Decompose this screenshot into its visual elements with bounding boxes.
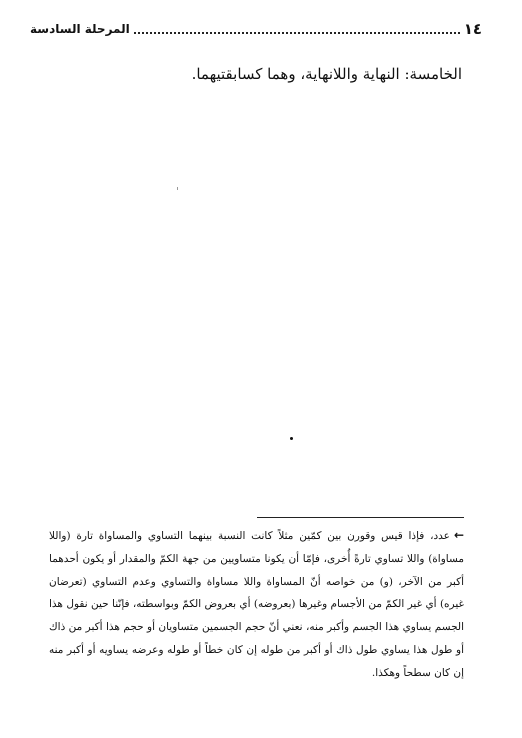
scan-dot [290,437,293,440]
running-header [30,18,482,38]
footnote-text: عدد، فإذا قيس وقورن بين كمّين مثلاً كانت النسبة بينهما التساوي والمساواة تارة (واللا مساواة) واللا تساوي تارةً أُخرى، فإمّا أن يكونا متساويين من جهة الكمّ والمقدار أو يكون أحدهما أكبر من الآخر، (و) من خواصه أنّ المساواة واللا مساواة والتساوي وعدم التساوي (تعرضان غيره) أي غير الكمّ من الأجسام وغيرها (بعروضه) أي بعروض الكمّ وبواسطته، فإنّنا حين نقول هذا الجسم يساوي هذا الجسم وأكبر منه، نعني أنّ حجم الجسمين متساويان أو حجم هذا أكبر من ذاك أو طول هذا يساوي طول ذاك أو أكبر من طوله إن كان خطاً أو طوله وعرضه يساويه أو أكبر منه إن كان سطحاً وهكذا. [49,530,464,679]
footnote-block [49,524,464,685]
page-number: ١٤ [463,20,482,38]
scan-speck [177,187,178,190]
continuation-arrow-icon: ← [453,528,464,542]
footnote-separator [257,517,464,518]
footnote-paragraph [49,524,464,685]
body-text-line: الخامسة: النهاية واللانهاية، وهما كسابقتيهما. [191,65,462,83]
header-dotted-leader [134,31,460,34]
section-title: المرحلة السادسة [30,22,130,36]
